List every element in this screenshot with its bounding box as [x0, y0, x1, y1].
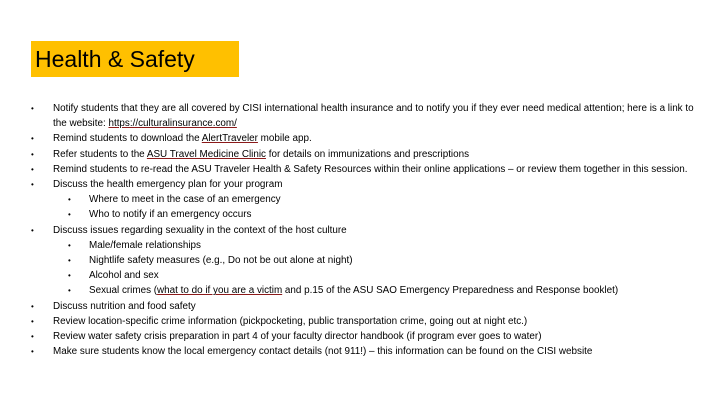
bullet-icon: • [31, 180, 34, 190]
bullet-icon: • [68, 210, 71, 220]
list-item [30, 223, 710, 238]
bullet-icon: • [31, 332, 34, 342]
alerttraveler-link[interactable]: AlertTraveler [201, 133, 258, 145]
item-text: Discuss the health emergency plan for your program [53, 179, 283, 191]
item-text: and p.15 of the ASU SAO Emergency Preparedness and Response booklet) [282, 285, 619, 297]
item-text: Notify students that they are all covered by CISI international health insurance and to notify you if they ever need medical attention; here is a link to the website: [53, 103, 694, 130]
sub-list-item [30, 268, 710, 283]
bullet-icon: • [31, 104, 34, 113]
bullet-icon: • [31, 347, 34, 357]
list-item [30, 329, 710, 344]
item-text: Discuss issues regarding sexuality in the context of the host culture [53, 224, 347, 236]
sub-list-item [30, 253, 710, 268]
bullet-icon: • [31, 225, 34, 235]
item-text: Refer students to the [53, 148, 147, 160]
page-title: Health & Safety [31, 41, 239, 77]
list-item [30, 344, 710, 359]
bullet-icon: • [31, 134, 34, 144]
bullet-icon: • [31, 316, 34, 326]
list-item [30, 177, 710, 192]
item-text: Review location-specific crime information (pickpocketing, public transportation crime, going out at night etc.) [53, 315, 528, 327]
bullet-icon: • [31, 301, 34, 311]
sub-list-item [30, 207, 710, 222]
list-item [30, 162, 710, 177]
item-text: Remind students to re-read the ASU Traveler Health & Safety Resources within their online applications – or review them together in this session. [53, 163, 688, 175]
bullet-icon: • [31, 164, 34, 174]
bullet-icon: • [68, 240, 71, 250]
bullet-icon: • [68, 271, 71, 281]
item-text: Review water safety crisis preparation in part 4 of your faculty director handbook (if program ever goes to water) [53, 331, 542, 343]
item-text: Where to meet in the case of an emergency [89, 194, 281, 206]
list-item [30, 131, 710, 146]
item-text: Discuss nutrition and food safety [53, 300, 196, 312]
sub-list-item [30, 238, 710, 253]
sub-list-item [30, 192, 710, 207]
bullet-icon: • [31, 149, 34, 159]
item-text: Who to notify if an emergency occurs [89, 209, 252, 221]
list-item [30, 299, 710, 314]
bullet-icon: • [68, 195, 71, 205]
list-item [30, 314, 710, 329]
list-item [30, 101, 710, 131]
item-text: Alcohol and sex [89, 270, 159, 282]
travel-medicine-clinic-link[interactable]: ASU Travel Medicine Clinic [146, 148, 266, 160]
item-text: Sexual crimes ( [89, 285, 158, 297]
victim-guidance-link[interactable]: what to do if you are a victim [157, 285, 283, 297]
item-text: for details on immunizations and prescriptions [265, 148, 470, 160]
bullet-icon: • [68, 286, 71, 296]
list-item [30, 147, 710, 162]
item-text: Make sure students know the local emergency contact details (not 911!) – this information can be found on the CISI website [53, 346, 593, 358]
item-text: Nightlife safety measures (e.g., Do not be out alone at night) [89, 255, 353, 267]
item-text: mobile app. [257, 133, 312, 145]
bullet-icon: • [68, 256, 71, 266]
item-text: Remind students to download the [53, 133, 202, 145]
cisi-insurance-link[interactable]: https://culturalinsurance.com/ [108, 118, 237, 130]
bullet-list [30, 101, 710, 359]
item-text: Male/female relationships [89, 239, 201, 251]
sub-list-item [30, 283, 710, 298]
